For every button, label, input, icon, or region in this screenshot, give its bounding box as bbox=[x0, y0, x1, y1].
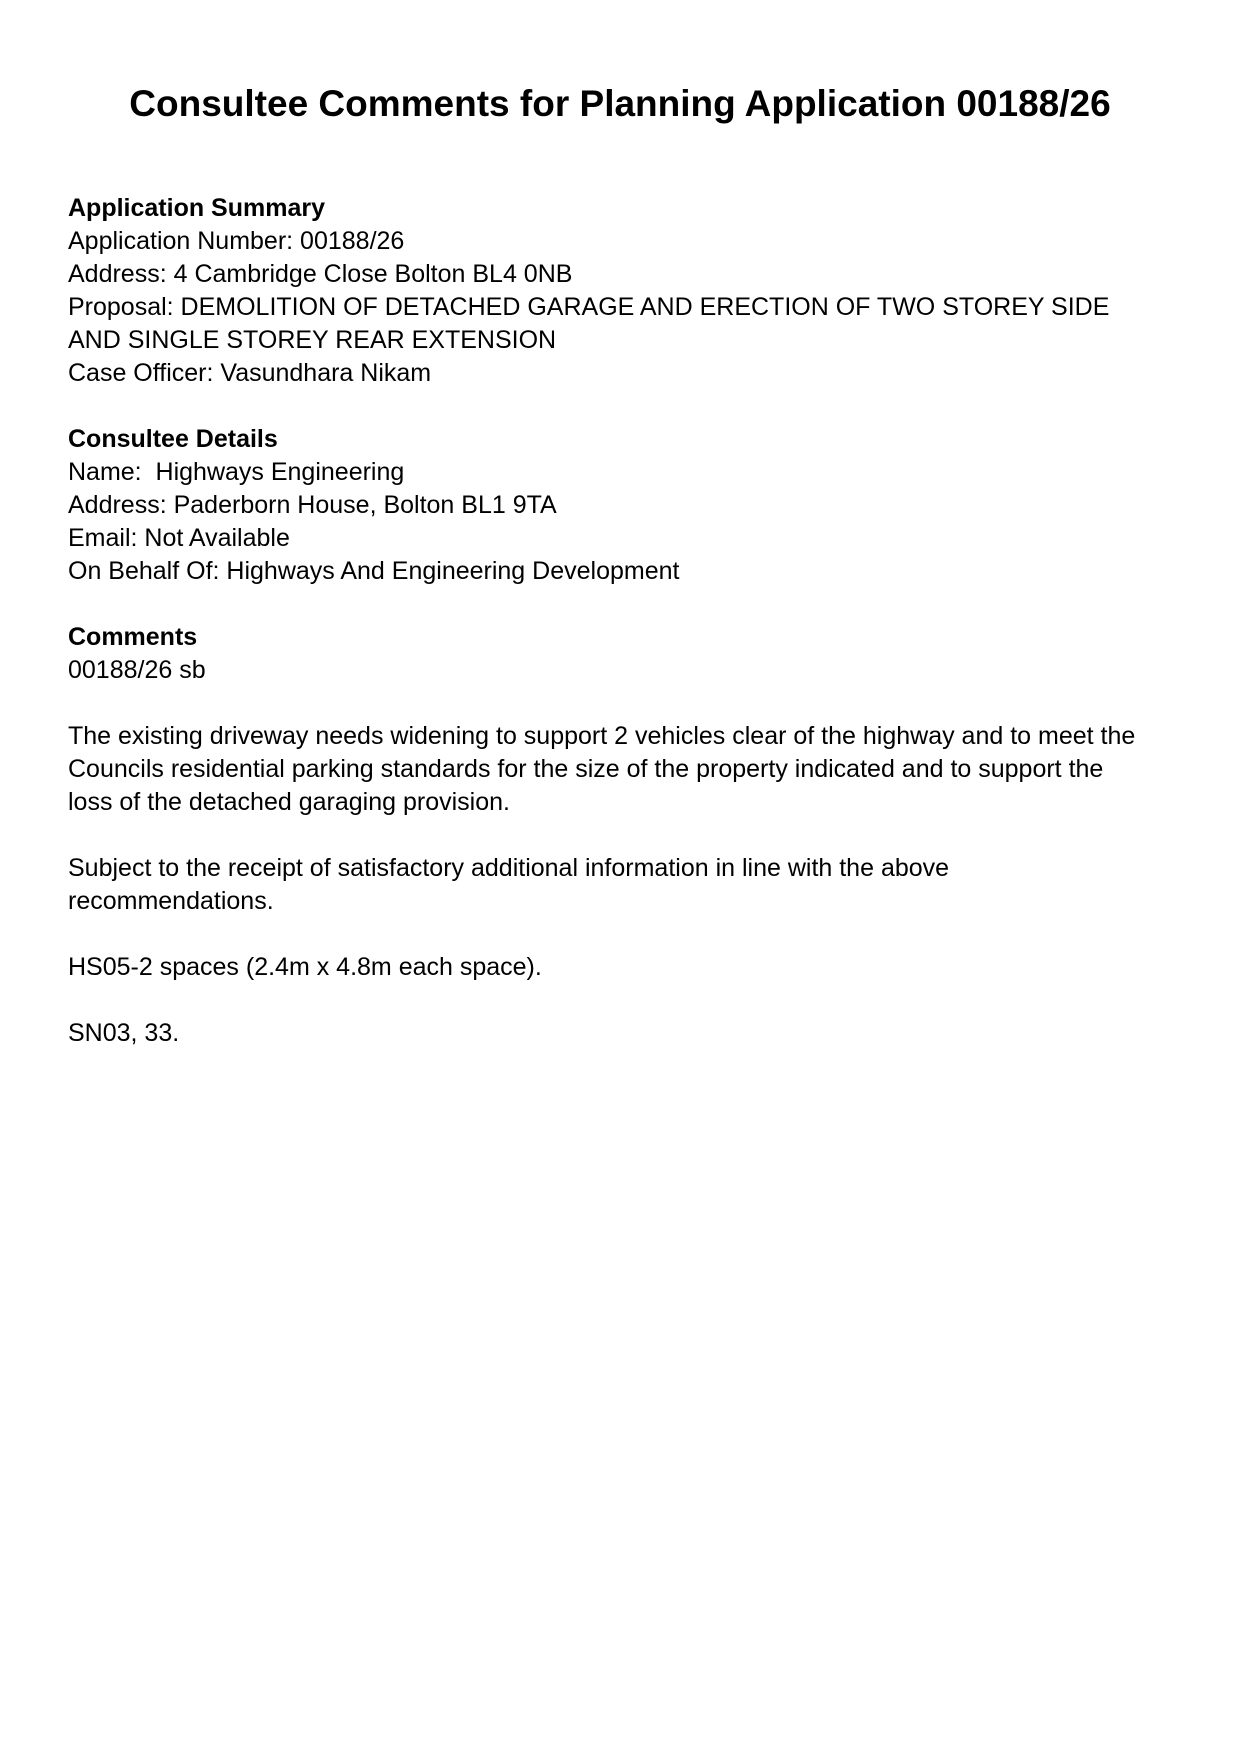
consultee-details-heading: Consultee Details bbox=[68, 425, 278, 453]
consultee-name-line: Name: Highways Engineering bbox=[68, 458, 405, 486]
application-address-line: Address: 4 Cambridge Close Bolton BL4 0NB bbox=[68, 260, 573, 288]
consultee-on-behalf-of-line: On Behalf Of: Highways And Engineering Development bbox=[68, 557, 680, 585]
consultee-address-line: Address: Paderborn House, Bolton BL1 9TA bbox=[68, 491, 557, 519]
section-comments bbox=[68, 621, 1153, 1050]
proposal-line: Proposal: DEMOLITION OF DETACHED GARAGE AND ERECTION OF TWO STOREY SIDE AND SINGLE STOREY REAR EXTENSION bbox=[68, 293, 1115, 354]
document-content bbox=[68, 192, 1153, 1050]
consultee-email-line: Email: Not Available bbox=[68, 524, 290, 552]
case-officer-line: Case Officer: Vasundhara Nikam bbox=[68, 359, 432, 387]
section-consultee-details bbox=[68, 423, 1153, 588]
section-application-summary bbox=[68, 192, 1153, 390]
comments-heading: Comments bbox=[68, 623, 198, 651]
page-title: Consultee Comments for Planning Application 00188/26 bbox=[129, 83, 1111, 124]
comment-paragraph: Subject to the receipt of satisfactory additional information in line with the above recommendations. bbox=[68, 854, 957, 915]
comment-reference: 00188/26 sb bbox=[68, 656, 206, 684]
application-number-line: Application Number: 00188/26 bbox=[68, 227, 405, 255]
comment-paragraph: The existing driveway needs widening to support 2 vehicles clear of the highway and to meet the Councils residential parking standards for the size of the property indicated and to support the loss of the detached garaging provision. bbox=[68, 722, 1143, 816]
comment-paragraph: SN03, 33. bbox=[68, 1019, 180, 1047]
comment-paragraph: HS05-2 spaces (2.4m x 4.8m each space). bbox=[68, 953, 542, 981]
application-summary-heading: Application Summary bbox=[68, 194, 325, 222]
